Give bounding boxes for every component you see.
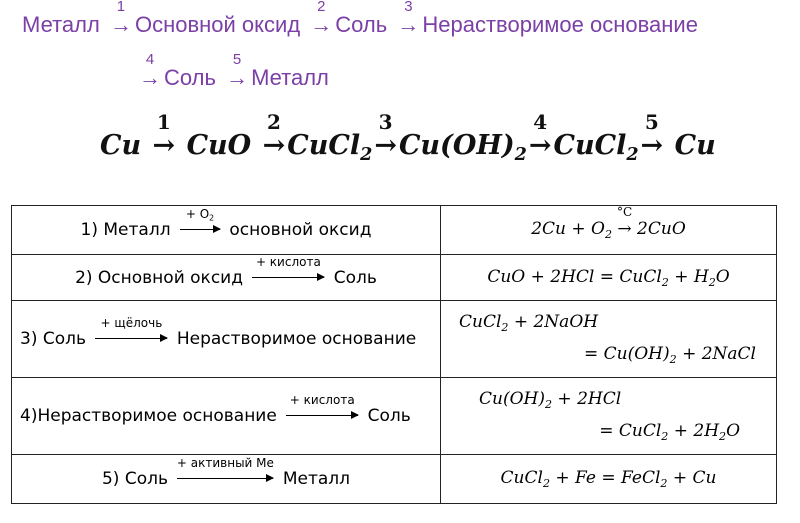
- chain-step-2: 2 →: [310, 0, 333, 37]
- reaction-arrow: + активный Ме: [177, 469, 273, 489]
- formula-cuoh2: $Cu(OH)_2$: [398, 130, 527, 166]
- reaction-type-cell: 2) Основной оксид + кислота Соль: [12, 255, 441, 301]
- reaction-arrow: + $O_2$: [180, 220, 220, 240]
- equation-cell: CuCl$_2$ + Fe = FeCl$_2$ + Cu: [441, 455, 777, 504]
- equation-cell: $Cu(OH)_2 + 2HCl$ = CuCl$_2$ + $2H_2O$: [441, 378, 777, 455]
- formula-step-5: 5 →: [640, 110, 664, 161]
- chain-step-5: 5 →: [226, 51, 249, 90]
- reaction-table: [11, 205, 777, 504]
- chain-line-2: [135, 51, 329, 91]
- chain-insoluble-base: Нерастворимое основание: [422, 12, 698, 37]
- reaction-arrow: + кислота: [252, 268, 324, 288]
- formula-step-1: 1 →: [152, 110, 176, 161]
- formula-cu: Cu: [100, 130, 142, 161]
- table-row: [12, 206, 777, 255]
- formula-chain: [100, 110, 716, 166]
- formula-step-4: 4 →: [528, 110, 552, 161]
- equation-cell: CuCl$_2$ + 2NaOH = $Cu(OH)_2$ + 2NaCl: [441, 301, 777, 378]
- formula-cu-2: Cu: [674, 130, 716, 161]
- equation-cell: $2Cu + O_2$ °C → 2CuO: [441, 206, 777, 255]
- chain-metal-2: Металл: [251, 65, 329, 90]
- chain-metal: Металл: [22, 12, 100, 37]
- formula-step-3: 3 →: [374, 110, 397, 161]
- formula-step-2: 2 →: [262, 110, 286, 161]
- table-row: [12, 455, 777, 504]
- reaction-type-cell: 4)Нерастворимое основание + кислота Соль: [12, 378, 441, 455]
- formula-cuo: CuO: [186, 130, 252, 161]
- chain-step-4: 4 →: [139, 51, 161, 90]
- table-row: [12, 378, 777, 455]
- reaction-type-cell: 3) Соль + щёлочь Нерастворимое основание: [12, 301, 441, 378]
- chain-salt: Соль: [335, 12, 388, 37]
- reaction-type-cell: 5) Соль + активный Ме Металл: [12, 455, 441, 504]
- formula-cucl2: CuCl$_2$: [287, 130, 373, 166]
- reaction-arrow: + кислота: [286, 406, 358, 426]
- reaction-arrow: + щёлочь: [95, 329, 167, 349]
- chain-line-1: [22, 0, 698, 38]
- equation-cell: CuO + 2HCl = CuCl$_2$ + $H_2O$: [441, 255, 777, 301]
- heat-condition-arrow: °C →: [616, 205, 633, 240]
- table-row: [12, 301, 777, 378]
- table-row: [12, 255, 777, 301]
- formula-cucl2-2: CuCl$_2$: [553, 130, 639, 166]
- chain-step-1: 1 →: [109, 0, 132, 37]
- chain-salt-2: Соль: [164, 65, 216, 90]
- reaction-type-cell: 1) Металл + $O_2$ основной оксид: [12, 206, 441, 255]
- chain-basic-oxide: Основной оксид: [134, 12, 301, 37]
- chain-step-3: 3 →: [397, 0, 420, 37]
